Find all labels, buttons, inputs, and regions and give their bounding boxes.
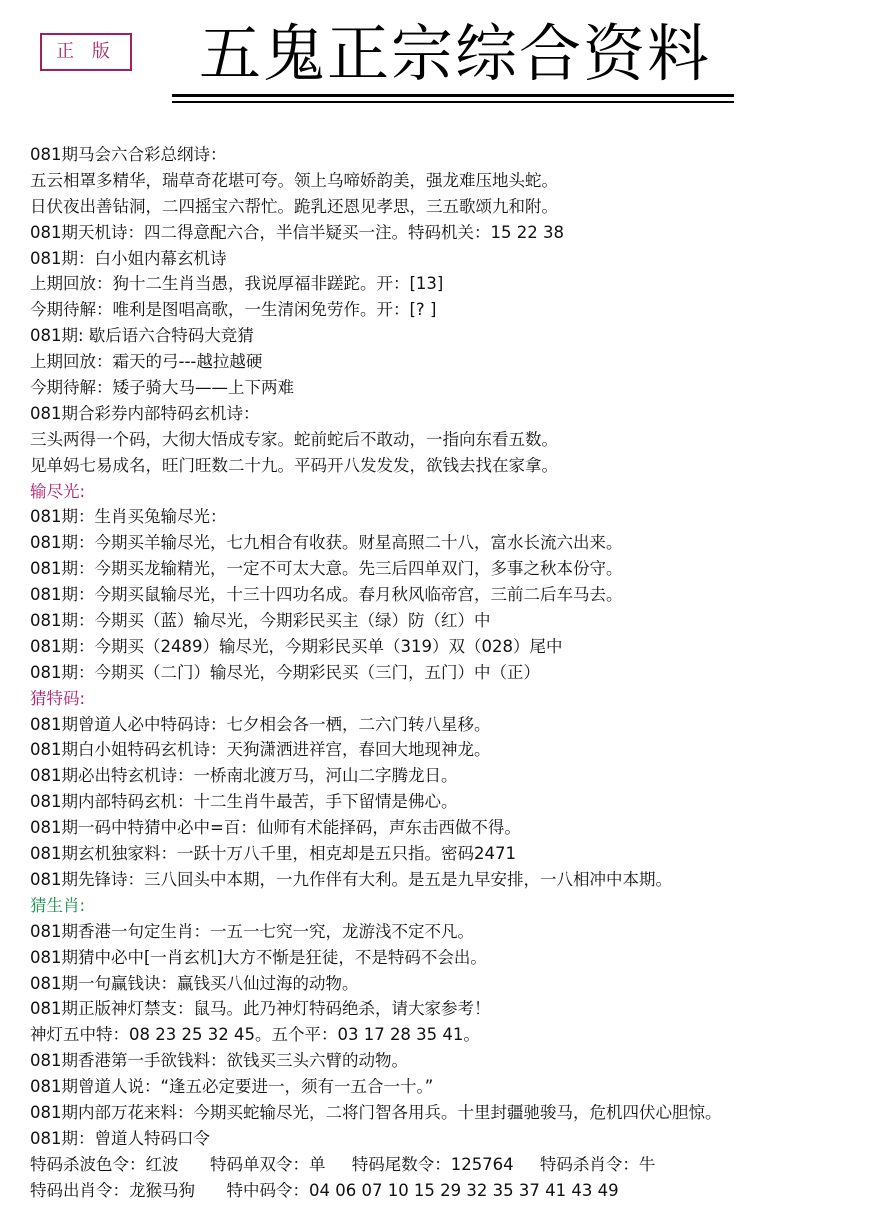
text-line: 081期：今期买（2489）输尽光，今期彩民买单（319）双（028）尾中 xyxy=(30,636,563,656)
text-line: 081期内部特码玄机：十二生肖牛最苦，手下留情是佛心。 xyxy=(30,792,458,812)
text-line: 081期：今期买羊输尽光，七九相合有收获。财星高照二十八，富水长流六出来。 xyxy=(30,533,623,553)
text-line: 081期必出特玄机诗：一桥南北渡万马，河山二字腾龙日。 xyxy=(30,766,458,786)
text-line: 081期香港第一手欲钱料：欲钱买三头六臂的动物。 xyxy=(30,1051,408,1071)
text-line: 081期：生肖买兔输尽光： xyxy=(30,507,227,527)
text-line: 见单妈七易成名，旺门旺数二十九。平码开八发发发，欲钱去找在家拿。 xyxy=(30,455,558,475)
text-line: 081期天机诗：四二得意配六合，半信半疑买一注。特码机关：15 22 38 xyxy=(30,222,564,242)
text-line: 日伏夜出善钻洞，二四摇宝六帮忙。跪乳还恩见孝思，三五歌颂九和附。 xyxy=(30,196,558,216)
text-line: 081期一句赢钱诀：赢钱买八仙过海的动物。 xyxy=(30,973,359,993)
text-line: 081期内部万花来料：今期买蛇输尽光，二将门智各用兵。十里封疆驰骏马，危机四伏心胆惊。 xyxy=(30,1102,722,1122)
text-line: 081期一码中特猜中必中=百：仙师有术能择码，声东击西做不得。 xyxy=(30,818,521,838)
text-line: 081期: 歇后语六合特码大竞猜 xyxy=(30,326,254,346)
text-line: 上期回放：霜天的弓---越拉越硬 xyxy=(30,352,263,372)
text-line: 081期：今期买（蓝）输尽光，今期彩民买主（绿）防（红）中 xyxy=(30,611,491,631)
text-line: 今期待解：唯利是图唱高歌，一生清闲免劳作。开：[? ] xyxy=(30,300,437,320)
document-body xyxy=(30,142,880,1204)
text-line: 081期先锋诗：三八回头中本期，一九作伴有大利。是五是九早安排，一八相冲中本期。 xyxy=(30,869,672,889)
text-line: 五云相罩多精华，瑞草奇花堪可夸。领上乌啼娇韵美，强龙难压地头蛇。 xyxy=(30,170,558,190)
text-line: 081期曾道人说：“逢五必定要进一，须有一五合一十。” xyxy=(30,1077,434,1097)
title-underline-thin xyxy=(172,101,734,103)
text-line: 081期曾道人必中特码诗：七夕相会各一栖，二六门转八星移。 xyxy=(30,714,491,734)
section-heading: 猜特码: xyxy=(30,688,86,708)
text-line: 三头两得一个码，大彻大悟成专家。蛇前蛇后不敢动，一指向东看五数。 xyxy=(30,429,558,449)
text-line: 081期：曾道人特码口令 xyxy=(30,1128,210,1148)
text-line: 081期合彩券内部特码玄机诗： xyxy=(30,403,260,423)
text-line: 081期：今期买（二门）输尽光，今期彩民买（三门，五门）中（正） xyxy=(30,662,540,682)
edition-badge: 正 版 xyxy=(40,33,132,71)
text-line: 今期待解：矮子骑大马——上下两难 xyxy=(30,378,294,398)
title-underline xyxy=(172,94,734,97)
text-line: 特码出肖令：龙猴马狗 特中码令：04 06 07 10 15 29 32 35 37 41 43 49 xyxy=(30,1180,619,1200)
text-line: 081期香港一句定生肖：一五一七究一究，龙游浅不定不凡。 xyxy=(30,921,474,941)
text-line: 081期猜中必中[一肖玄机]大方不惭是狂徒，不是特码不会出。 xyxy=(30,947,487,967)
text-line: 081期正版神灯禁支：鼠马。此乃神灯特码绝杀，请大家参考！ xyxy=(30,999,491,1019)
text-line: 神灯五中特：08 23 25 32 45。五个平：03 17 28 35 41。 xyxy=(30,1025,480,1045)
text-line: 081期马会六合彩总纲诗： xyxy=(30,145,227,164)
text-line: 081期：白小姐内幕玄机诗 xyxy=(30,248,227,268)
text-line: 上期回放：狗十二生肖当愚，我说厚福非蹉跎。开：[13] xyxy=(30,274,444,294)
page-title: 五鬼正宗综合资料 xyxy=(198,17,711,90)
text-line: 081期：今期买龙输精光，一定不可太大意。先三后四单双门，多事之秋本份守。 xyxy=(30,559,623,579)
section-heading: 猜生肖: xyxy=(30,895,86,915)
text-line: 081期玄机独家料：一跃十万八千里，相克却是五只指。密码2471 xyxy=(30,844,516,864)
section-heading: 输尽光: xyxy=(30,481,86,501)
text-line: 081期白小姐特码玄机诗：天狗潇洒进祥宫，春回大地现神龙。 xyxy=(30,740,491,760)
text-line: 特码杀波色令：红波 特码单双令：单 特码尾数令：125764 特码杀肖令：牛 xyxy=(30,1154,656,1174)
text-line: 081期：今期买鼠输尽光，十三十四功名成。春月秋风临帝宫，三前二后车马去。 xyxy=(30,585,623,605)
